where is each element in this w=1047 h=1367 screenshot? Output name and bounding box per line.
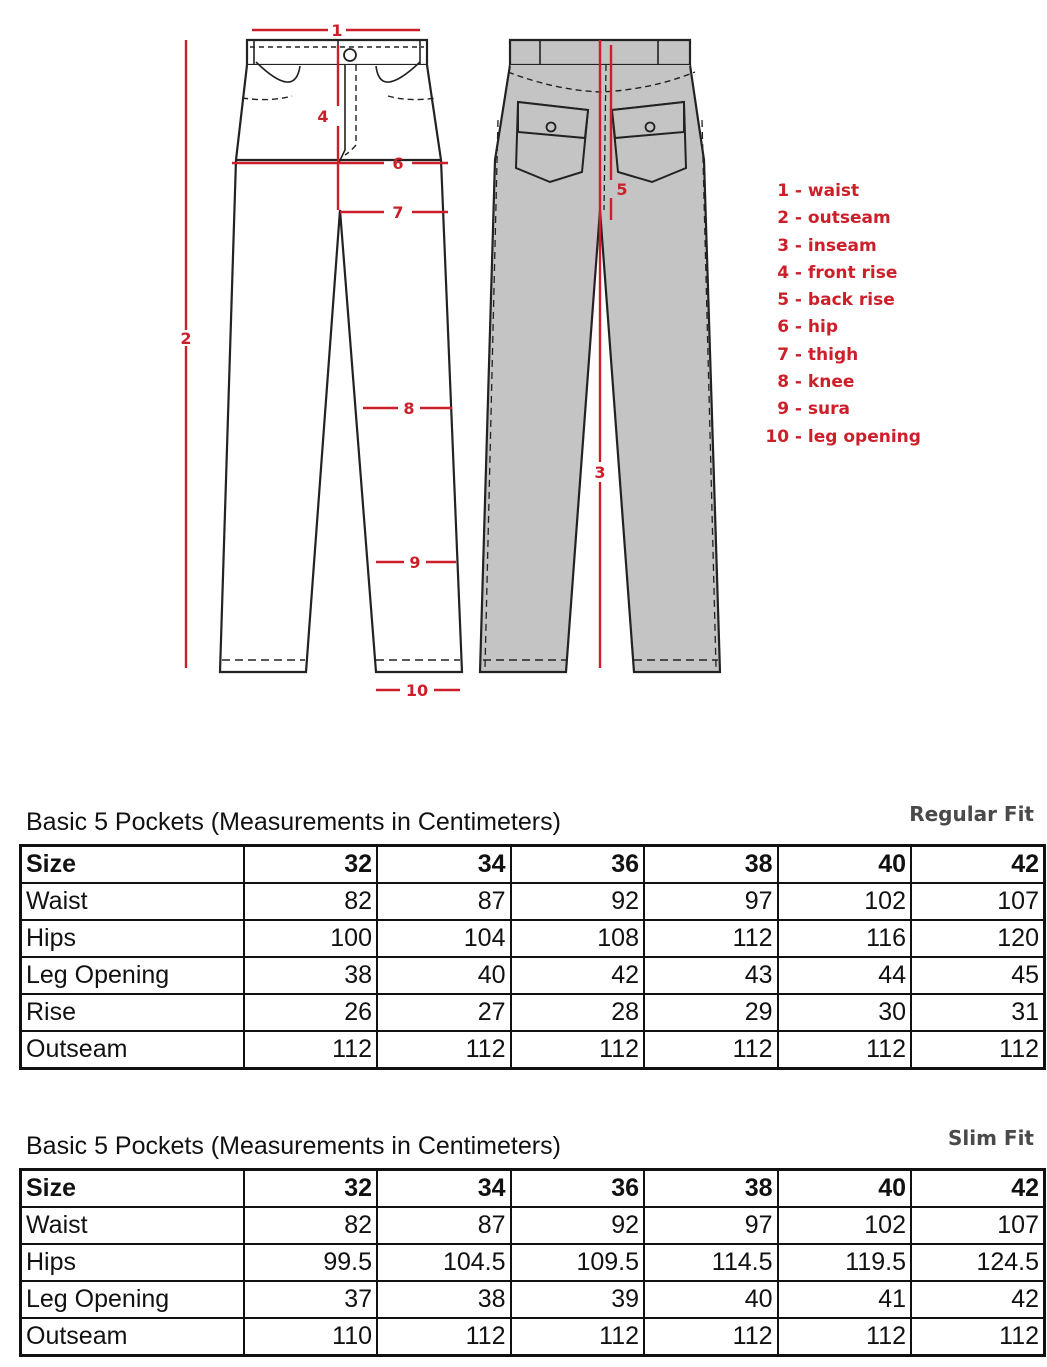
table-row (21, 1031, 1045, 1069)
header-cell: 40 (778, 846, 912, 884)
front-pants-drawing (220, 40, 462, 672)
row-label: Leg Opening (21, 1281, 244, 1318)
row-label: Waist (21, 1207, 244, 1244)
table-cell: 112 (778, 1031, 912, 1069)
header-cell: 42 (911, 846, 1045, 884)
regular-fit-label: Regular Fit (909, 802, 1034, 826)
slim-fit-size-table (19, 1168, 1046, 1357)
header-cell: Size (21, 1170, 244, 1208)
table-cell: 38 (244, 957, 378, 994)
table-row (21, 1318, 1045, 1356)
row-label: Hips (21, 920, 244, 957)
row-label: Hips (21, 1244, 244, 1281)
legend-item: 6 - hip (777, 317, 839, 338)
table-cell: 112 (644, 920, 778, 957)
table-row (21, 1244, 1045, 1281)
table-cell: 110 (244, 1318, 378, 1356)
table-row (21, 920, 1045, 957)
table-cell: 40 (377, 957, 511, 994)
table-row (21, 957, 1045, 994)
table-cell: 97 (644, 883, 778, 920)
diagram-label-thigh: 7 (392, 203, 404, 222)
table-row (21, 1281, 1045, 1318)
diagram-label-leg-opening: 10 (405, 681, 429, 700)
slim-fit-label: Slim Fit (948, 1126, 1034, 1150)
header-cell: 32 (244, 1170, 378, 1208)
table-cell: 40 (644, 1281, 778, 1318)
table-cell: 92 (511, 883, 645, 920)
table-cell: 100 (244, 920, 378, 957)
measurement-legend (765, 179, 921, 452)
table-cell: 104.5 (377, 1244, 511, 1281)
row-label: Outseam (21, 1031, 244, 1069)
table-cell: 107 (911, 1207, 1045, 1244)
table-row (21, 883, 1045, 920)
table-header-row (21, 1170, 1045, 1208)
table-cell: 112 (644, 1318, 778, 1356)
table-cell: 112 (377, 1318, 511, 1356)
diagram-label-waist: 1 (331, 21, 343, 40)
table-cell: 87 (377, 883, 511, 920)
table-cell: 28 (511, 994, 645, 1031)
table-cell: 27 (377, 994, 511, 1031)
diagram-label-outseam: 2 (180, 329, 192, 348)
diagram-label-inseam: 3 (594, 463, 606, 482)
table-cell: 112 (511, 1031, 645, 1069)
table-cell: 112 (511, 1318, 645, 1356)
legend-item: 1 - waist (777, 181, 860, 201)
legend-item: 4 - front rise (777, 262, 898, 283)
table-row (21, 994, 1045, 1031)
table-cell: 108 (511, 920, 645, 957)
table-cell: 109.5 (511, 1244, 645, 1281)
diagram-label-sura: 9 (409, 553, 421, 572)
regular-table-title: Basic 5 Pockets (Measurements in Centimeters) (26, 808, 561, 836)
legend-item: 10 - leg opening (765, 426, 921, 447)
table-cell: 112 (644, 1031, 778, 1069)
header-cell: 36 (511, 1170, 645, 1208)
table-cell: 31 (911, 994, 1045, 1031)
table-cell: 120 (911, 920, 1045, 957)
table-cell: 102 (778, 883, 912, 920)
regular-fit-size-table (19, 844, 1046, 1070)
diagram-label-hip: 6 (392, 154, 404, 173)
legend-item: 2 - outseam (777, 208, 891, 229)
header-cell: 42 (911, 1170, 1045, 1208)
legend-item: 7 - thigh (777, 344, 859, 365)
table-cell: 82 (244, 883, 378, 920)
table-cell: 43 (644, 957, 778, 994)
header-cell: 38 (644, 1170, 778, 1208)
table-cell: 124.5 (911, 1244, 1045, 1281)
diagram-label-knee: 8 (403, 399, 415, 418)
diagram-label-front-rise: 4 (317, 107, 329, 126)
header-cell: 34 (377, 1170, 511, 1208)
header-cell: 34 (377, 846, 511, 884)
header-cell: Size (21, 846, 244, 884)
table-cell: 92 (511, 1207, 645, 1244)
table-cell: 116 (778, 920, 912, 957)
table-header-row (21, 846, 1045, 884)
row-label: Rise (21, 994, 244, 1031)
table-cell: 112 (778, 1318, 912, 1356)
row-label: Waist (21, 883, 244, 920)
table-cell: 44 (778, 957, 912, 994)
slim-table-title: Basic 5 Pockets (Measurements in Centimeters) (26, 1132, 561, 1160)
table-cell: 114.5 (644, 1244, 778, 1281)
table-cell: 38 (377, 1281, 511, 1318)
header-cell: 36 (511, 846, 645, 884)
table-cell: 41 (778, 1281, 912, 1318)
table-cell: 26 (244, 994, 378, 1031)
table-cell: 97 (644, 1207, 778, 1244)
table-cell: 42 (911, 1281, 1045, 1318)
table-cell: 37 (244, 1281, 378, 1318)
table-cell: 112 (911, 1031, 1045, 1069)
legend-item: 3 - inseam (777, 235, 877, 256)
table-cell: 82 (244, 1207, 378, 1244)
table-cell: 102 (778, 1207, 912, 1244)
table-cell: 119.5 (778, 1244, 912, 1281)
legend-item: 8 - knee (777, 372, 855, 393)
legend-item: 5 - back rise (777, 290, 895, 311)
table-cell: 107 (911, 883, 1045, 920)
table-cell: 87 (377, 1207, 511, 1244)
row-label: Outseam (21, 1318, 244, 1356)
header-cell: 32 (244, 846, 378, 884)
table-cell: 112 (377, 1031, 511, 1069)
table-cell: 42 (511, 957, 645, 994)
table-cell: 39 (511, 1281, 645, 1318)
table-cell: 30 (778, 994, 912, 1031)
table-cell: 45 (911, 957, 1045, 994)
header-cell: 38 (644, 846, 778, 884)
table-cell: 104 (377, 920, 511, 957)
table-cell: 112 (911, 1318, 1045, 1356)
table-row (21, 1207, 1045, 1244)
table-cell: 112 (244, 1031, 378, 1069)
row-label: Leg Opening (21, 957, 244, 994)
table-cell: 29 (644, 994, 778, 1031)
table-cell: 99.5 (244, 1244, 378, 1281)
diagram-label-back-rise: 5 (616, 180, 628, 199)
header-cell: 40 (778, 1170, 912, 1208)
legend-item: 9 - sura (777, 399, 850, 420)
